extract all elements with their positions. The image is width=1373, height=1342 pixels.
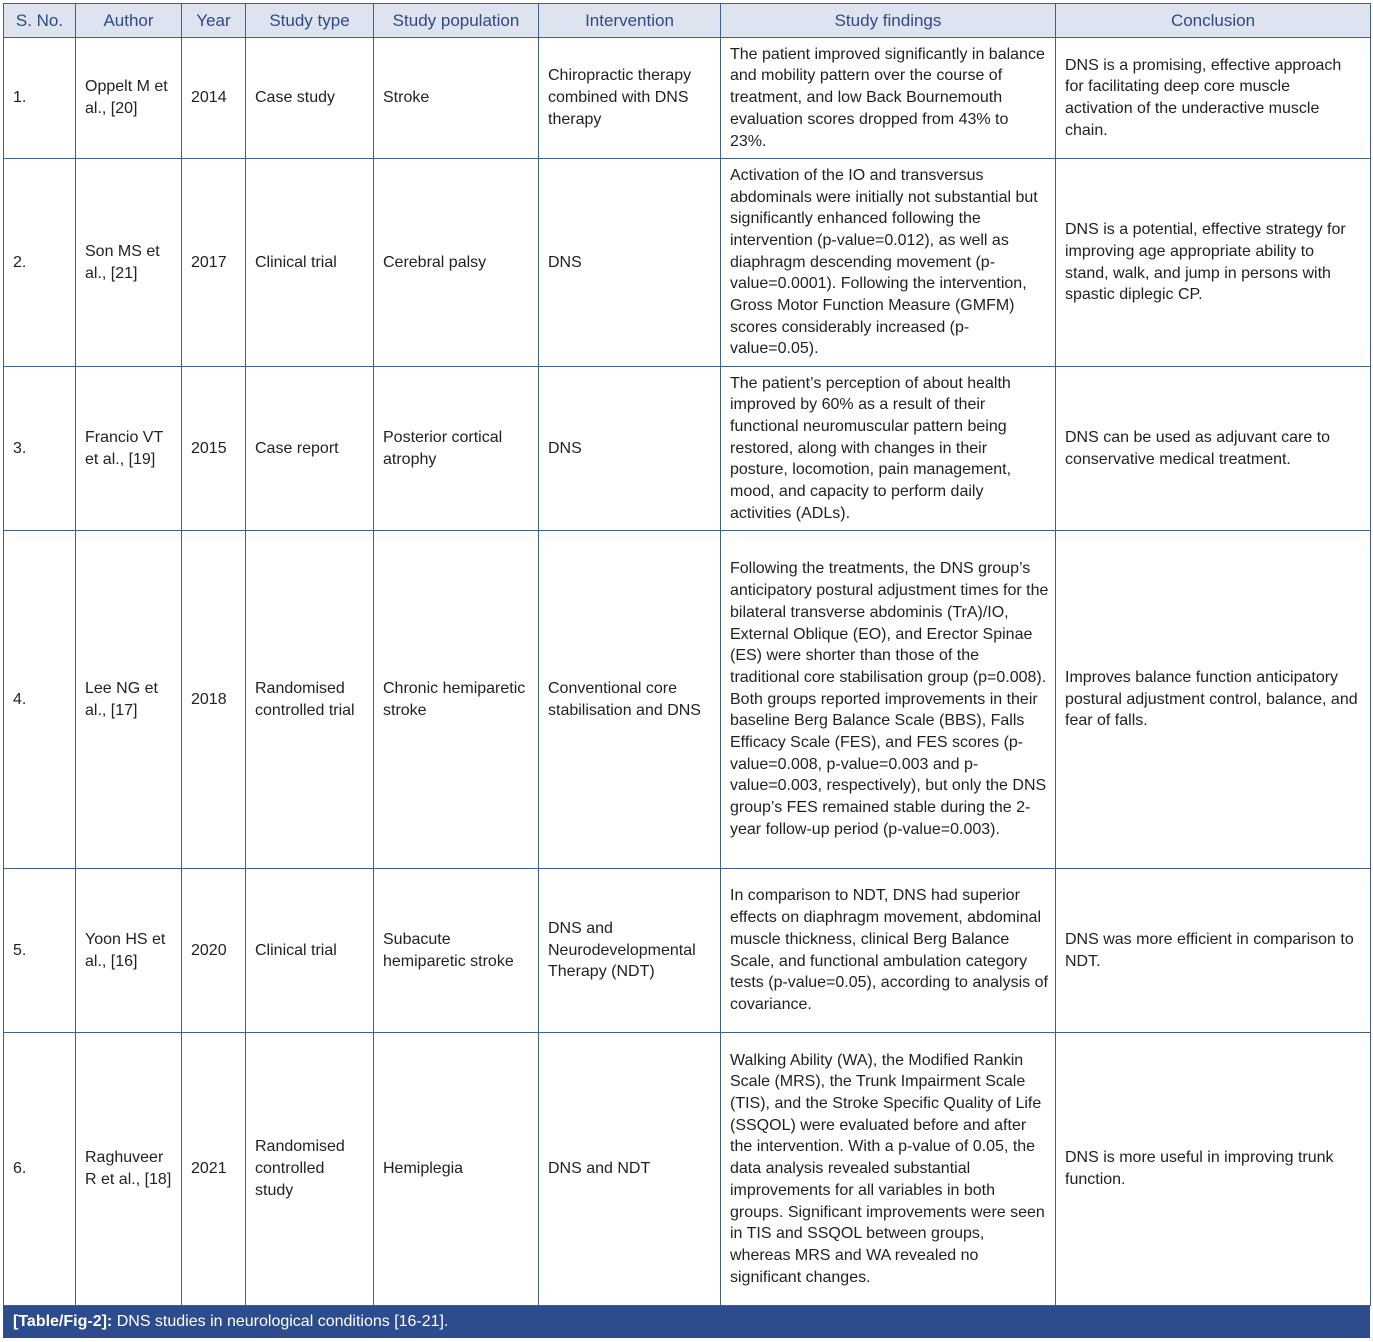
cell-findings: Activation of the IO and transversus abdominals were initially not substantial but significantly enhanced following the intervention (p-value=0.012), as well as diaphragm descending movement (p-value=0.0001). Following the intervention, Gross Motor Function Measure (GMFM) scores considerably increased (p-value=0.05).	[721, 159, 1056, 367]
caption-label: [Table/Fig-2]:	[13, 1313, 113, 1330]
cell-population: Chronic hemiparetic stroke	[374, 531, 539, 869]
cell-study-type: Randomised controlled trial	[246, 531, 374, 869]
header-study-findings: Study findings	[721, 4, 1056, 38]
table-header-row	[4, 4, 1371, 38]
cell-year: 2021	[182, 1033, 246, 1306]
table-row	[4, 869, 1371, 1033]
header-study-population: Study population	[374, 4, 539, 38]
header-year: Year	[182, 4, 246, 38]
cell-year: 2014	[182, 38, 246, 159]
cell-sno: 1.	[4, 38, 76, 159]
cell-conclusion: DNS can be used as adjuvant care to conservative medical treatment.	[1056, 367, 1371, 531]
header-conclusion: Conclusion	[1056, 4, 1371, 38]
cell-author: Yoon HS et al., [16]	[76, 869, 182, 1033]
header-intervention: Intervention	[539, 4, 721, 38]
cell-study-type: Clinical trial	[246, 869, 374, 1033]
cell-sno: 2.	[4, 159, 76, 367]
cell-author: Son MS et al., [21]	[76, 159, 182, 367]
cell-study-type: Case report	[246, 367, 374, 531]
cell-author: Oppelt M et al., [20]	[76, 38, 182, 159]
cell-intervention: Conventional core stabilisation and DNS	[539, 531, 721, 869]
header-sno: S. No.	[4, 4, 76, 38]
cell-sno: 5.	[4, 869, 76, 1033]
cell-intervention: DNS	[539, 367, 721, 531]
cell-year: 2018	[182, 531, 246, 869]
cell-year: 2020	[182, 869, 246, 1033]
table-container	[3, 3, 1370, 1306]
header-author: Author	[76, 4, 182, 38]
table-row	[4, 38, 1371, 159]
cell-author: Lee NG et al., [17]	[76, 531, 182, 869]
table-row	[4, 159, 1371, 367]
cell-conclusion: DNS is a promising, effective approach for facilitating deep core muscle activation of the underactive muscle chain.	[1056, 38, 1371, 159]
cell-author: Raghuveer R et al., [18]	[76, 1033, 182, 1306]
header-study-type: Study type	[246, 4, 374, 38]
cell-year: 2017	[182, 159, 246, 367]
cell-sno: 6.	[4, 1033, 76, 1306]
cell-conclusion: DNS was more efficient in comparison to NDT.	[1056, 869, 1371, 1033]
cell-year: 2015	[182, 367, 246, 531]
cell-conclusion: DNS is more useful in improving trunk function.	[1056, 1033, 1371, 1306]
cell-findings: The patient improved significantly in balance and mobility pattern over the course of treatment, and low Back Bournemouth evaluation scores dropped from 43% to 23%.	[721, 38, 1056, 159]
cell-intervention: DNS	[539, 159, 721, 367]
cell-population: Cerebral palsy	[374, 159, 539, 367]
cell-population: Stroke	[374, 38, 539, 159]
cell-study-type: Case study	[246, 38, 374, 159]
cell-conclusion: DNS is a potential, effective strategy for improving age appropriate ability to stand, walk, and jump in persons with spastic diplegic CP.	[1056, 159, 1371, 367]
table-caption	[3, 1306, 1370, 1338]
cell-population: Posterior cortical atrophy	[374, 367, 539, 531]
cell-population: Subacute hemiparetic stroke	[374, 869, 539, 1033]
cell-findings: Following the treatments, the DNS group’s anticipatory postural adjustment times for the bilateral transverse abdominis (TrA)/IO, External Oblique (EO), and Erector Spinae (ES) were shorter than those of the traditional core stabilisation group (p=0.008). Both groups reported improvements in their baseline Berg Balance Scale (BBS), Falls Efficacy Scale (FES), and FES scores (p-value=0.008, p-value=0.003 and p-value=0.003, respectively), but only the DNS group’s FES remained stable during the 2-year follow-up period (p-value=0.003).	[721, 531, 1056, 869]
cell-study-type: Randomised controlled study	[246, 1033, 374, 1306]
cell-author: Francio VT et al., [19]	[76, 367, 182, 531]
cell-intervention: DNS and NDT	[539, 1033, 721, 1306]
table-row	[4, 531, 1371, 869]
cell-findings: In comparison to NDT, DNS had superior effects on diaphragm movement, abdominal muscle thickness, clinical Berg Balance Scale, and functional ambulation category tests (p-value=0.05), according to analysis of covariance.	[721, 869, 1056, 1033]
cell-population: Hemiplegia	[374, 1033, 539, 1306]
cell-intervention: Chiropractic therapy combined with DNS therapy	[539, 38, 721, 159]
cell-conclusion: Improves balance function anticipatory postural adjustment control, balance, and fear of falls.	[1056, 531, 1371, 869]
table-row	[4, 1033, 1371, 1306]
cell-sno: 4.	[4, 531, 76, 869]
caption-text: DNS studies in neurological conditions [16-21].	[116, 1313, 449, 1330]
cell-study-type: Clinical trial	[246, 159, 374, 367]
cell-sno: 3.	[4, 367, 76, 531]
cell-findings: Walking Ability (WA), the Modified Rankin Scale (MRS), the Trunk Impairment Scale (TIS), and the Stroke Specific Quality of Life (SSQOL) were evaluated before and after the intervention. With a p-value of 0.05, the data analysis revealed substantial improvements for all variables in both groups. Significant improvements were seen in TIS and SSQOL between groups, whereas MRS and WA revealed no significant changes.	[721, 1033, 1056, 1306]
cell-intervention: DNS and Neurodevelopmental Therapy (NDT)	[539, 869, 721, 1033]
table-row	[4, 367, 1371, 531]
cell-findings: The patient’s perception of about health improved by 60% as a result of their functional neuromuscular pattern being restored, along with changes in their posture, locomotion, pain management, mood, and capacity to perform daily activities (ADLs).	[721, 367, 1056, 531]
dns-studies-table	[3, 3, 1371, 1306]
